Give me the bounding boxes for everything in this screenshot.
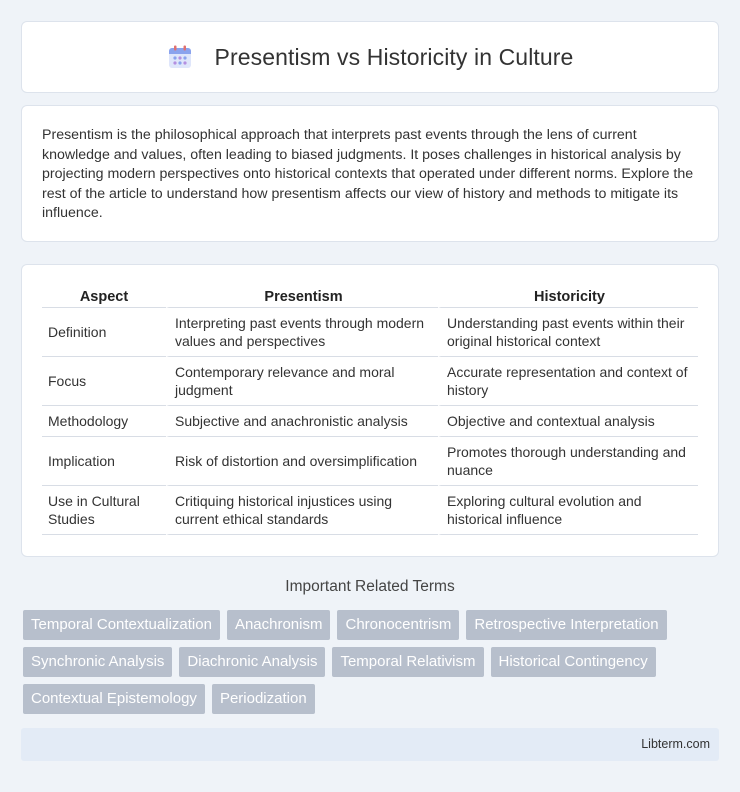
page-title: Presentism vs Historicity in Culture bbox=[214, 43, 574, 70]
comparison-table-card bbox=[21, 264, 719, 557]
table-cell-historicity: Promotes thorough understanding and nuance bbox=[438, 437, 698, 486]
related-term-tag[interactable]: Temporal Relativism bbox=[332, 647, 483, 677]
related-terms-row bbox=[23, 684, 723, 714]
related-terms-title: Important Related Terms bbox=[285, 578, 455, 595]
table-row bbox=[42, 437, 698, 486]
table-cell-aspect: Methodology bbox=[42, 406, 166, 437]
table-cell-presentism: Critiquing historical injustices using current ethical standards bbox=[166, 486, 438, 535]
comparison-table bbox=[42, 285, 698, 535]
calendar-icon bbox=[167, 44, 193, 70]
related-term-tag[interactable]: Synchronic Analysis bbox=[23, 647, 172, 677]
table-cell-presentism: Interpreting past events through modern values and perspectives bbox=[166, 308, 438, 357]
table-cell-historicity: Exploring cultural evolution and historical influence bbox=[438, 486, 698, 535]
table-cell-aspect: Definition bbox=[42, 308, 166, 357]
related-term-tag[interactable]: Periodization bbox=[212, 684, 315, 714]
related-term-tag[interactable]: Temporal Contextualization bbox=[23, 610, 220, 640]
footer bbox=[21, 728, 719, 761]
table-cell-aspect: Use in Cultural Studies bbox=[42, 486, 166, 535]
footer-site-link[interactable]: Libterm.com bbox=[641, 737, 710, 751]
related-terms-list bbox=[23, 610, 723, 721]
related-term-tag[interactable]: Historical Contingency bbox=[491, 647, 656, 677]
related-term-tag[interactable]: Contextual Epistemology bbox=[23, 684, 205, 714]
table-row bbox=[42, 357, 698, 406]
table-row bbox=[42, 486, 698, 535]
table-cell-aspect: Focus bbox=[42, 357, 166, 406]
related-term-tag[interactable]: Chronocentrism bbox=[337, 610, 459, 640]
related-terms-row bbox=[23, 610, 723, 640]
table-header-presentism: Presentism bbox=[166, 285, 438, 308]
table-cell-historicity: Accurate representation and context of history bbox=[438, 357, 698, 406]
related-terms-row bbox=[23, 647, 723, 677]
table-cell-aspect: Implication bbox=[42, 437, 166, 486]
table-cell-presentism: Risk of distortion and oversimplification bbox=[166, 437, 438, 486]
table-cell-historicity: Understanding past events within their original historical context bbox=[438, 308, 698, 357]
intro-card bbox=[21, 105, 719, 242]
table-cell-presentism: Subjective and anachronistic analysis bbox=[166, 406, 438, 437]
related-term-tag[interactable]: Diachronic Analysis bbox=[179, 647, 325, 677]
related-term-tag[interactable]: Anachronism bbox=[227, 610, 331, 640]
table-header-aspect: Aspect bbox=[42, 285, 166, 308]
header-card bbox=[21, 21, 719, 93]
table-row bbox=[42, 406, 698, 437]
table-cell-historicity: Objective and contextual analysis bbox=[438, 406, 698, 437]
table-header-historicity: Historicity bbox=[438, 285, 698, 308]
intro-text: Presentism is the philosophical approach that interprets past events through the lens of current knowledge and values, often leading to biased judgments. It poses challenges in historical analysis by projecting modern perspectives onto historical contexts that operated under different norms. Explore the rest of the article to understand how presentism affects our view of history and methods to mitigate its influence. bbox=[42, 127, 694, 222]
table-row bbox=[42, 308, 698, 357]
table-cell-presentism: Contemporary relevance and moral judgment bbox=[166, 357, 438, 406]
related-term-tag[interactable]: Retrospective Interpretation bbox=[466, 610, 666, 640]
